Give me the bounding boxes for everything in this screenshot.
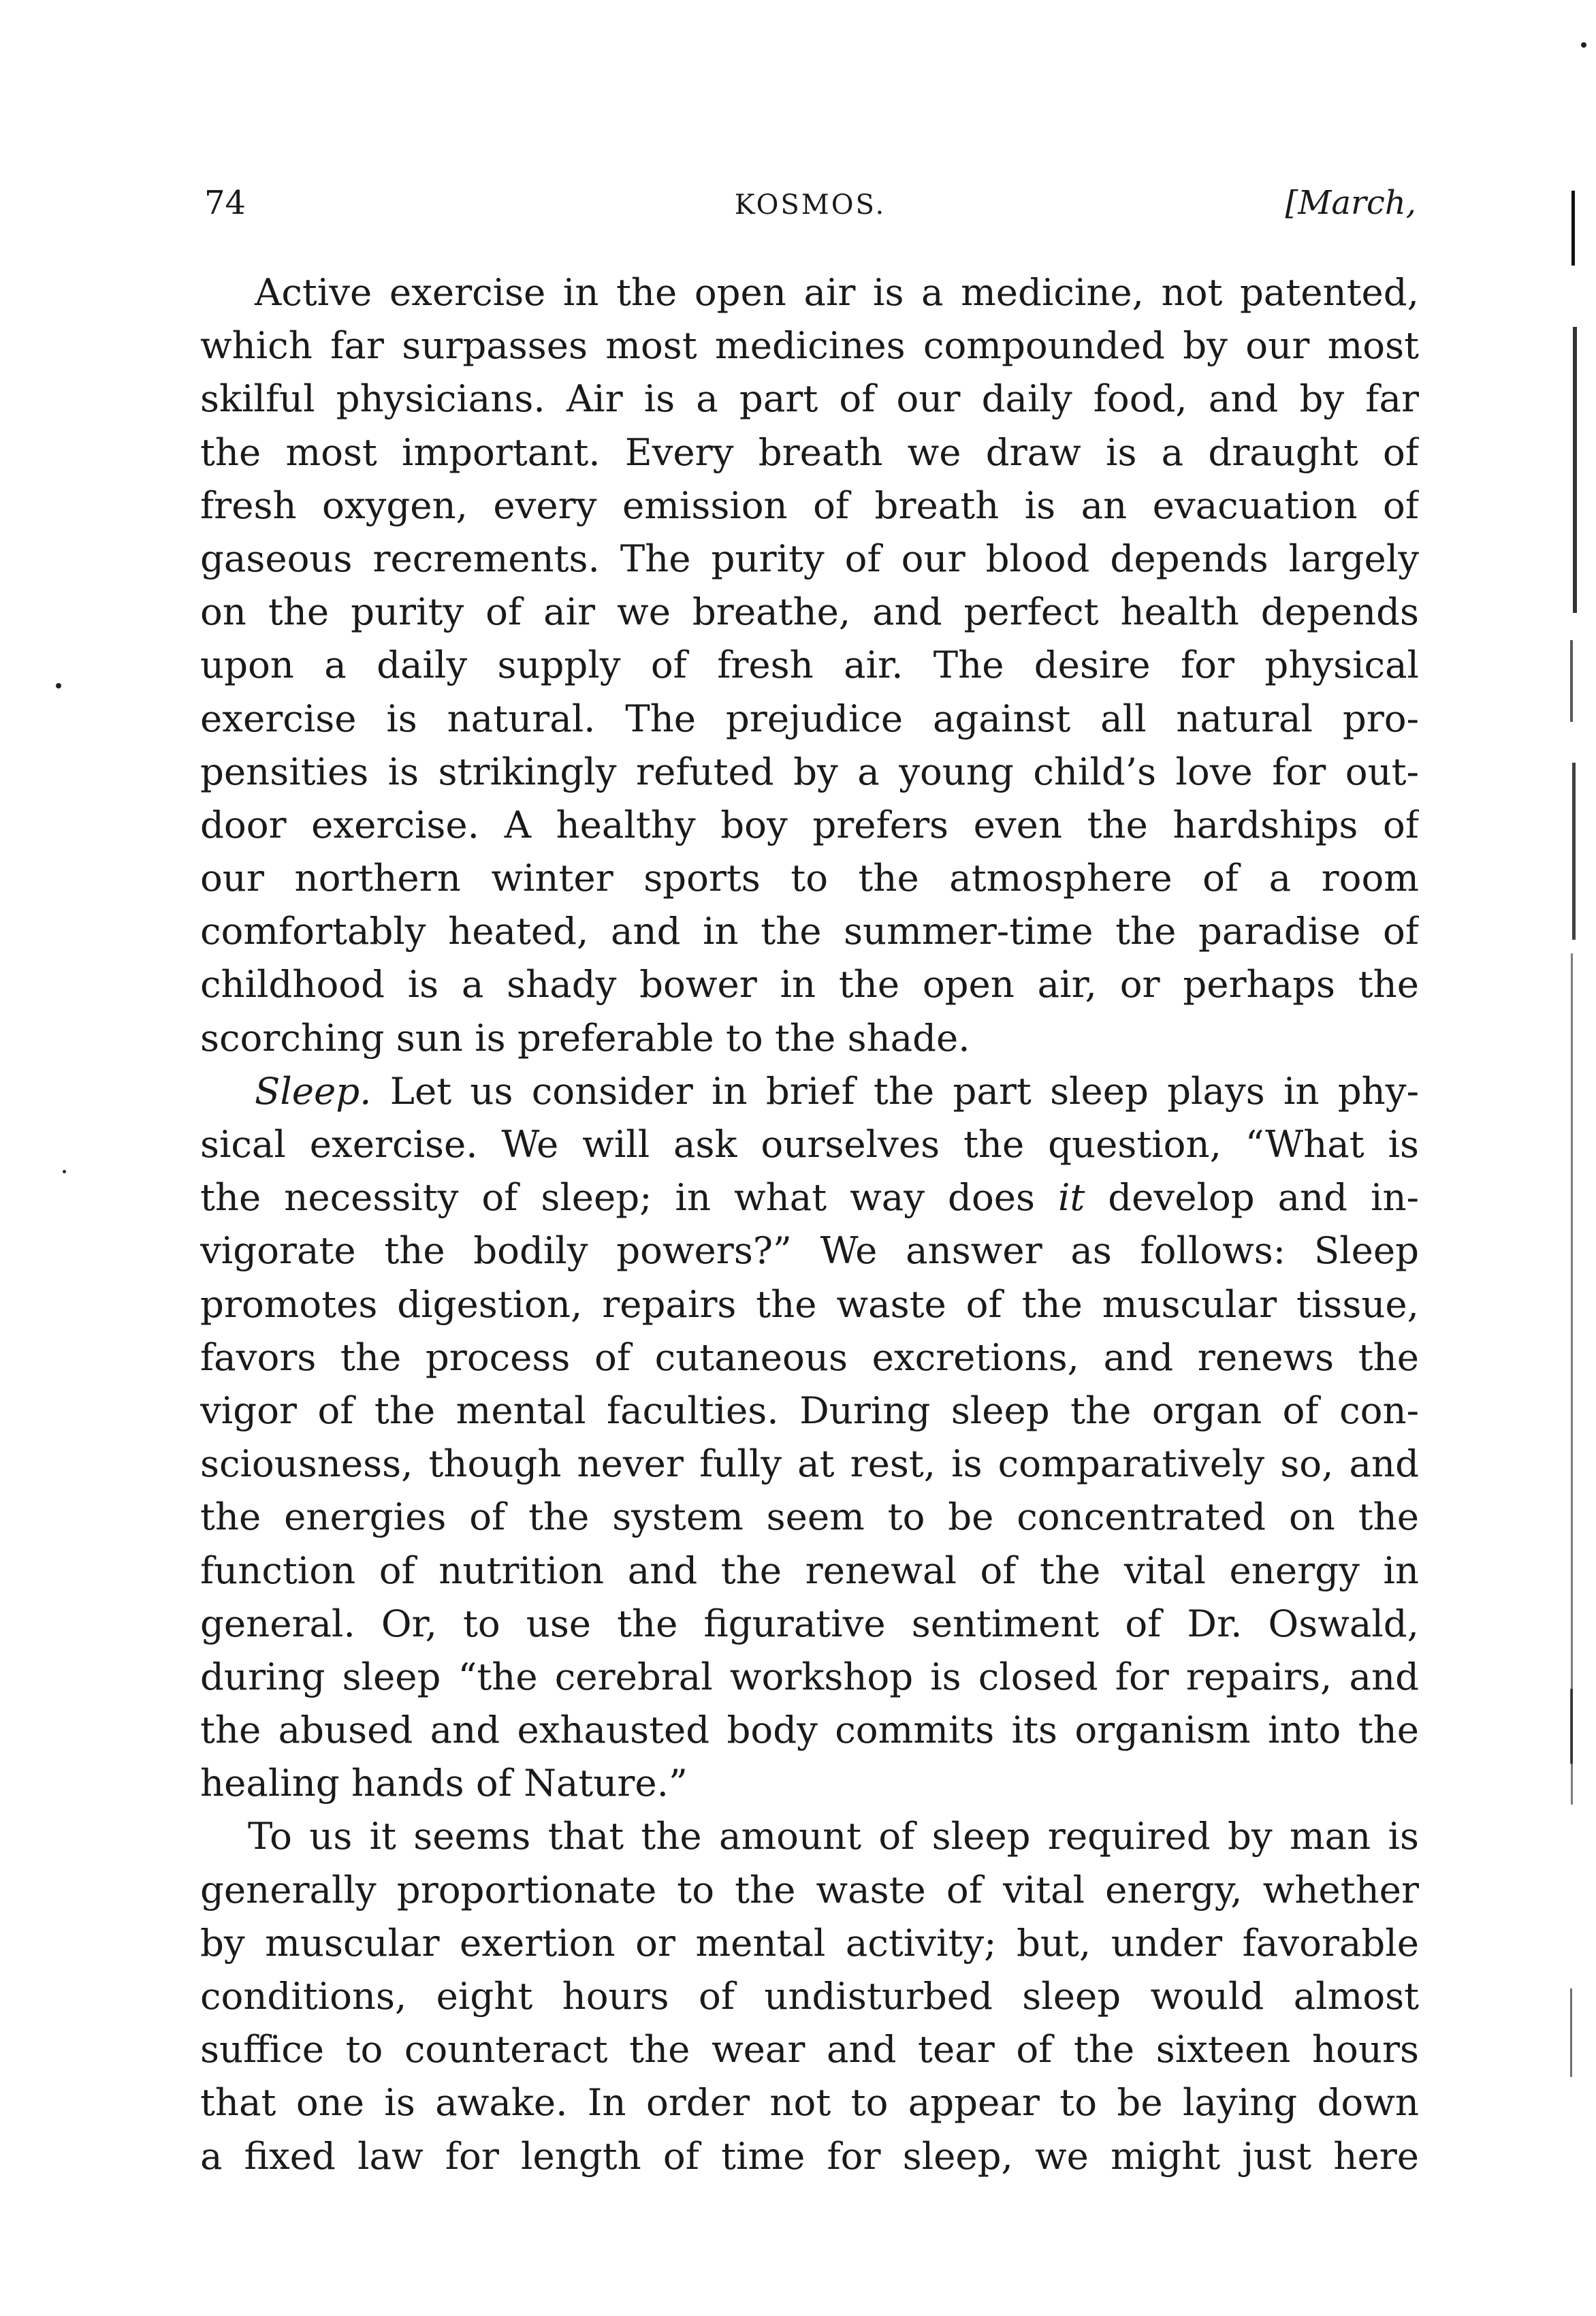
text-line: the energies of the system seem to be concentrated on the bbox=[200, 1495, 1419, 1539]
text-line: a fixed law for length of time for sleep, we might just here bbox=[200, 2133, 1419, 2178]
text-line: upon a daily supply of fresh air. The desire for physical bbox=[200, 643, 1419, 687]
text-line bbox=[200, 1064, 1419, 1117]
text-fragment: Let us consider in brief the part sleep plays in phy- bbox=[389, 1068, 1419, 1113]
section-heading: Sleep. bbox=[255, 1068, 372, 1113]
text-line: pensities is strikingly refuted by a young child’s love for out- bbox=[200, 749, 1419, 793]
text-line: generally proportionate to the waste of vital energy, whether bbox=[200, 1867, 1419, 1912]
text-line: fresh oxygen, every emission of breath is an evacuation of bbox=[200, 483, 1419, 527]
page-header bbox=[204, 184, 1416, 238]
scan-edge-mark bbox=[1572, 763, 1576, 940]
text-line: door exercise. A healthy boy prefers even the hardships of bbox=[200, 802, 1419, 846]
paragraph-sleep bbox=[200, 1064, 1419, 1810]
text-line: skilful physicians. Air is a part of our daily food, and by far bbox=[200, 377, 1419, 421]
scan-edge-mark bbox=[1570, 640, 1573, 722]
text-fragment: the necessity of sleep; in what way does bbox=[200, 1175, 1058, 1220]
text-line: during sleep “the cerebral workshop is closed for repairs, and bbox=[200, 1654, 1419, 1698]
scan-edge-mark bbox=[1571, 953, 1573, 1805]
scan-edge-mark bbox=[1570, 1689, 1573, 1764]
scan-edge-mark bbox=[1570, 1988, 1572, 2077]
scan-speck bbox=[1581, 42, 1586, 48]
text-line: vigor of the mental faculties. During sleep the organ of con- bbox=[200, 1388, 1419, 1432]
paragraph-sleep-amount bbox=[200, 1809, 1419, 2182]
text-line: comfortably heated, and in the summer-time the paradise of bbox=[200, 909, 1419, 953]
text-line: which far surpasses most medicines compounded by our most bbox=[200, 323, 1419, 368]
text-line: exercise is natural. The prejudice against all natural pro- bbox=[200, 696, 1419, 740]
text-line: suffice to counteract the wear and tear of the sixteen hours bbox=[200, 2027, 1419, 2072]
text-line: promotes digestion, repairs the waste of the muscular tissue, bbox=[200, 1282, 1419, 1326]
paragraph-exercise bbox=[200, 266, 1419, 1064]
text-line: healing hands of Nature.” bbox=[200, 1761, 688, 1805]
text-line: the abused and exhausted body commits its organism into the bbox=[200, 1708, 1419, 1752]
text-line: Active exercise in the open air is a medicine, not patented, bbox=[255, 270, 1419, 314]
scan-edge-mark bbox=[1571, 191, 1575, 266]
scan-speck bbox=[56, 683, 61, 688]
text-line: the most important. Every breath we draw is a draught of bbox=[200, 430, 1419, 474]
text-line: To us it seems that the amount of sleep required by man is bbox=[248, 1814, 1419, 1858]
text-line: scorching sun is preferable to the shade. bbox=[200, 1015, 970, 1060]
scan-speck bbox=[63, 1170, 66, 1173]
text-line: general. Or, to use the figurative sentiment of Dr. Oswald, bbox=[200, 1601, 1419, 1645]
page-number: 74 bbox=[204, 184, 246, 222]
emphasis: it bbox=[1057, 1175, 1085, 1220]
running-title: KOSMOS. bbox=[734, 189, 887, 221]
scan-edge-mark bbox=[1573, 327, 1577, 613]
text-line: sciousness, though never fully at rest, is comparatively so, and bbox=[200, 1442, 1419, 1486]
running-month: [March, bbox=[1285, 184, 1416, 222]
text-line: our northern winter sports to the atmosphere of a room bbox=[200, 856, 1419, 900]
text-line: that one is awake. In order not to appear to be laying down bbox=[200, 2080, 1419, 2125]
text-line bbox=[200, 1171, 1419, 1224]
text-line: conditions, eight hours of undisturbed sleep would almost bbox=[200, 1974, 1419, 2018]
text-fragment: develop and in- bbox=[1085, 1175, 1419, 1220]
text-line: gaseous recrements. The purity of our blood depends largely bbox=[200, 536, 1419, 580]
text-line: sical exercise. We will ask ourselves the question, “What is bbox=[200, 1122, 1419, 1166]
text-line: vigorate the bodily powers?” We answer as follows: Sleep bbox=[200, 1228, 1419, 1273]
text-line: childhood is a shady bower in the open air, or perhaps the bbox=[200, 962, 1419, 1006]
body-text bbox=[200, 266, 1419, 2183]
text-line: by muscular exertion or mental activity; but, under favorable bbox=[200, 1920, 1419, 1965]
text-line: on the purity of air we breathe, and perfect health depends bbox=[200, 590, 1419, 634]
text-line: favors the process of cutaneous excretions, and renews the bbox=[200, 1335, 1419, 1379]
text-line: function of nutrition and the renewal of the vital energy in bbox=[200, 1548, 1419, 1592]
